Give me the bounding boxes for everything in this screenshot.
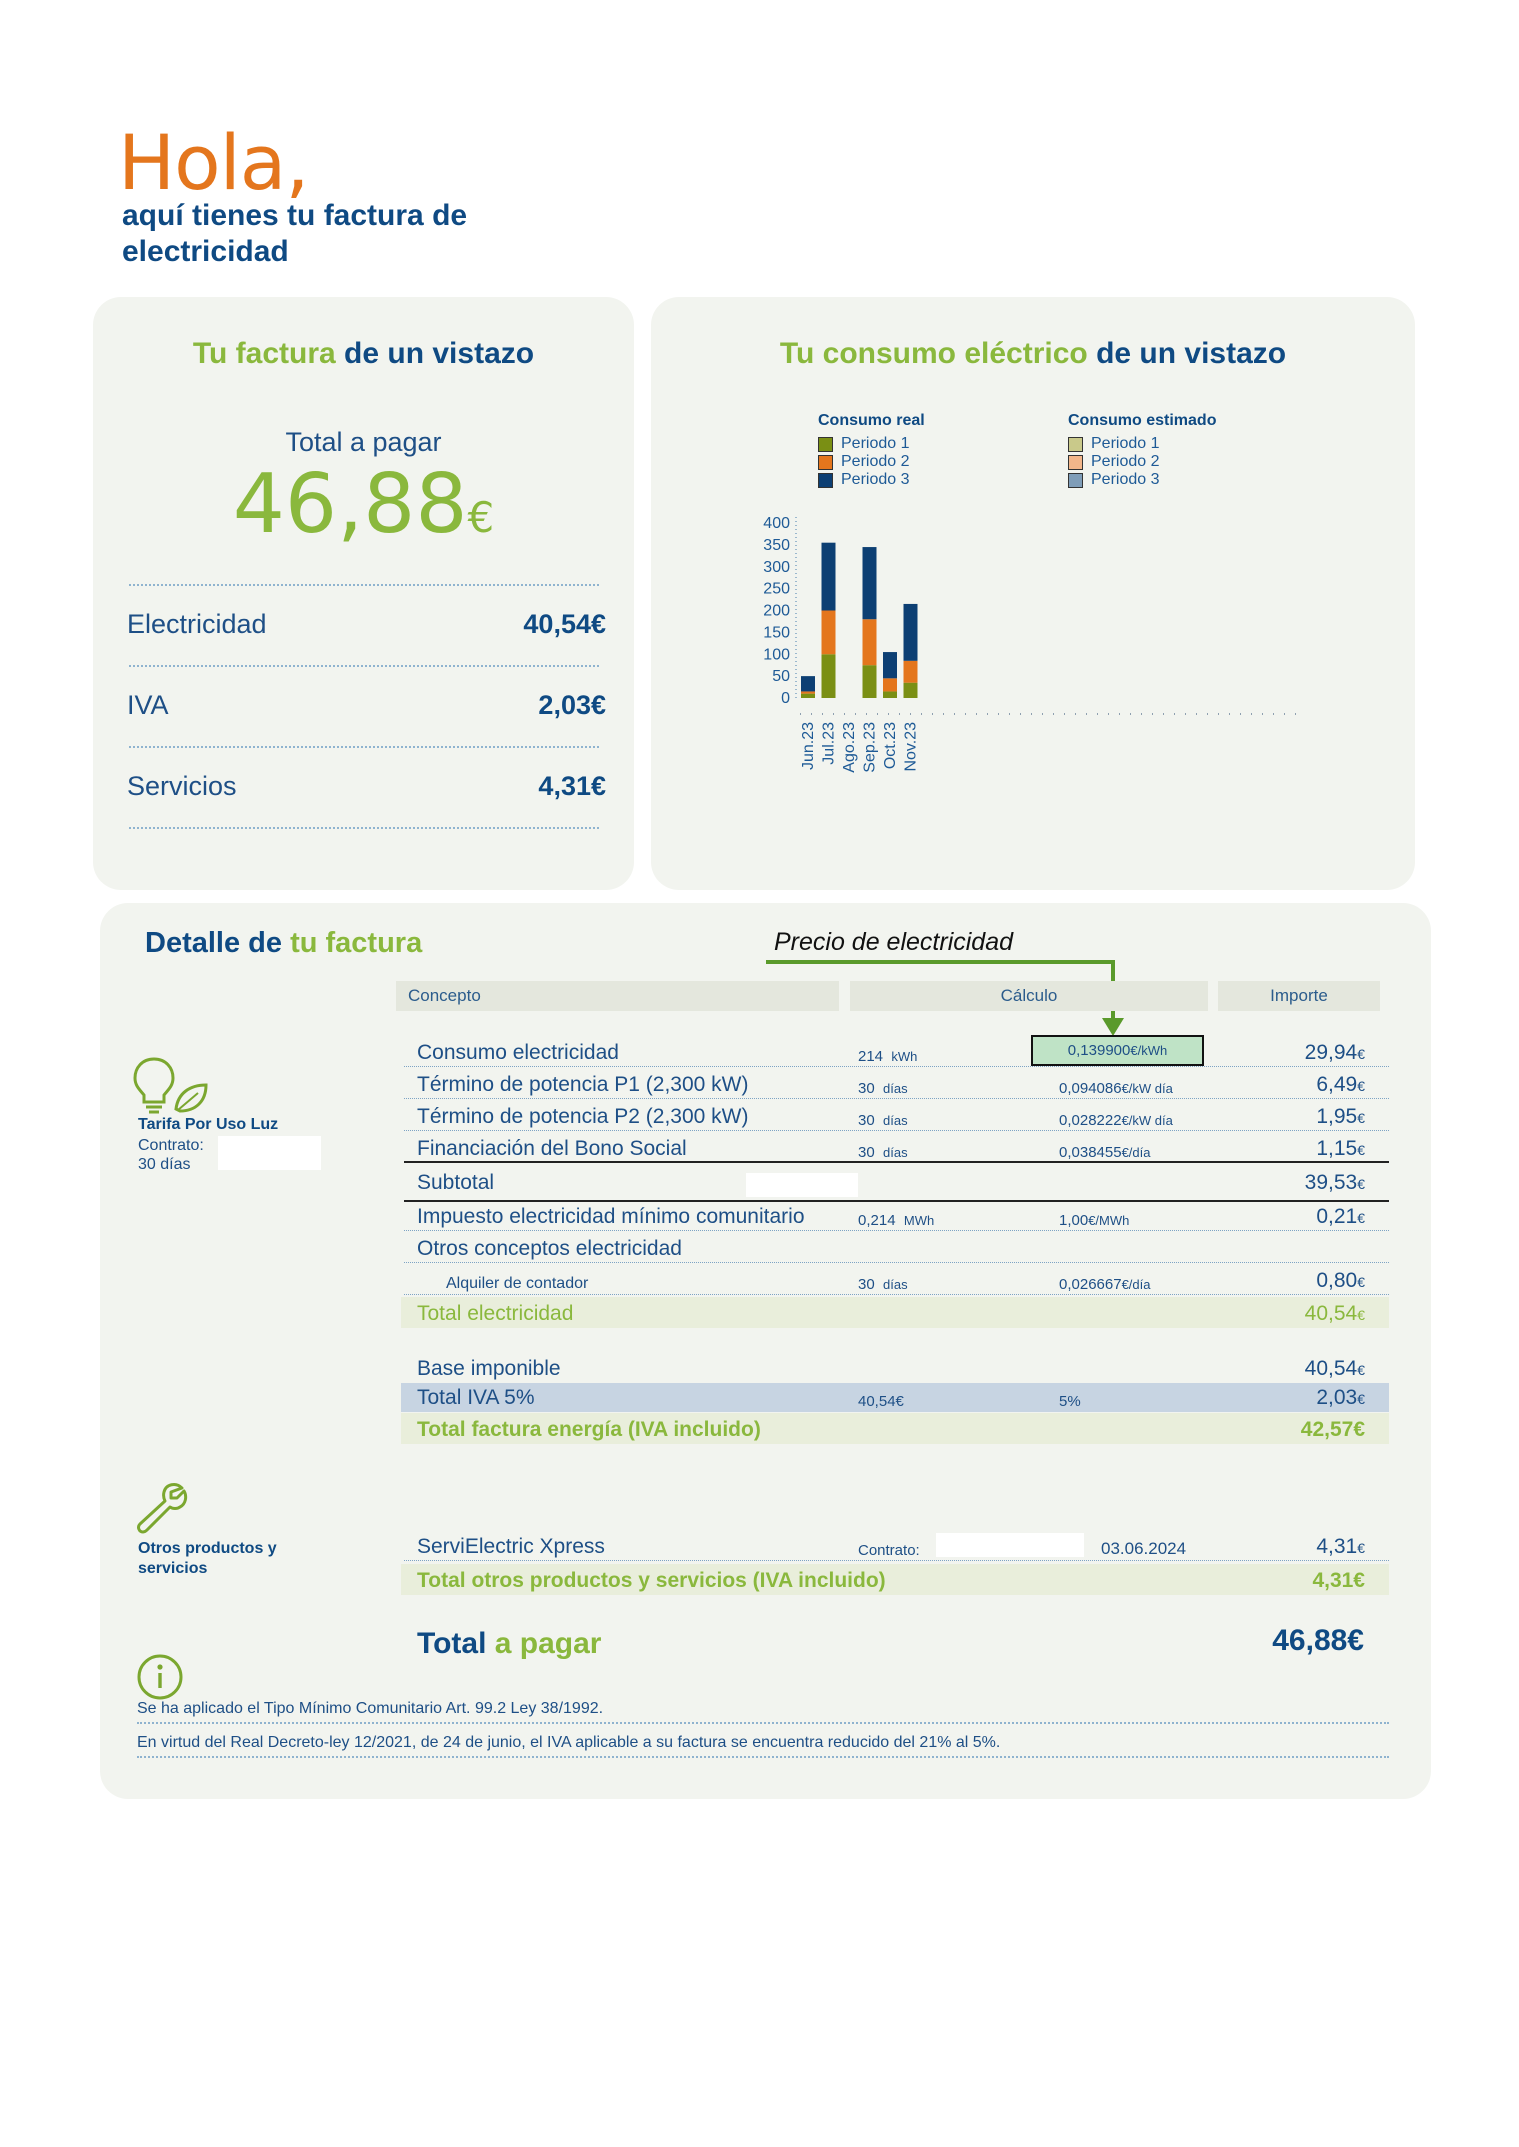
x-tick-label-4: Oct.23 — [882, 722, 899, 770]
total-pay-label: Total a pagar — [417, 1627, 602, 1660]
table-row-bono-social: Financiación del Bono Social 30 días 0,038455€/día 1,15€ — [404, 1132, 1389, 1163]
bar-Sep.23-1 — [863, 619, 877, 665]
table-row-otros-conceptos: Otros conceptos electricidad — [404, 1232, 1389, 1263]
lightbulb-icon — [132, 1055, 212, 1115]
price-annotation: Precio de electricidad — [774, 928, 1014, 956]
bar-Oct.23-1 — [883, 678, 897, 691]
detail-title: Detalle de tu factura — [145, 927, 423, 959]
y-tick-label-2: 100 — [763, 646, 790, 664]
bar-Jul.23-2 — [822, 543, 836, 611]
table-row-potencia-p1: Término de potencia P1 (2,300 kW) 30 días 0,094086€/kW día 6,49€ — [404, 1068, 1389, 1099]
consumption-title: Tu consumo eléctrico de un vistazo — [779, 337, 1287, 370]
table-row-consumo: Consumo electricidad 214 kWh 29,94€ — [404, 1036, 1389, 1067]
redacted-contract — [218, 1136, 321, 1170]
y-tick-label-3: 150 — [763, 624, 790, 642]
summary-item-servicios: Servicios — [127, 771, 237, 801]
x-tick-label-3: Sep.23 — [861, 722, 879, 773]
services-label: Otros productos y servicios — [138, 1540, 277, 1577]
bar-Sep.23-0 — [863, 665, 877, 698]
total-label: Total a pagar — [285, 427, 442, 457]
greeting-subtitle: aquí tienes tu factura de electricidad — [122, 199, 468, 268]
summary-panel — [93, 297, 634, 890]
y-tick-label-5: 250 — [763, 580, 790, 598]
info-icon — [135, 1652, 185, 1702]
bar-Jun.23-1 — [801, 691, 815, 693]
bar-Jul.23-1 — [822, 611, 836, 655]
table-row-total-servicios: Total otros productos y servicios (IVA incluido) 4,31€ — [401, 1564, 1389, 1595]
greeting-hola: Hola, — [118, 118, 309, 207]
total-amount: 46,88€ — [232, 457, 495, 552]
y-tick-label-0: 0 — [781, 690, 790, 707]
table-row-total-electricidad: Total electricidad 40,54€ — [401, 1297, 1389, 1328]
summary-value-iva: 2,03€ — [538, 690, 606, 720]
bar-Jun.23-2 — [801, 676, 815, 691]
redacted-subtotal — [746, 1173, 858, 1197]
table-row-servielectric: ServiElectric Xpress Contrato: 03.06.2024 4,31€ — [404, 1530, 1389, 1561]
x-tick-label-1: Jul.23 — [820, 722, 838, 765]
note-iva-reducido: En virtud del Real Decreto-ley 12/2021, de 24 de junio, el IVA aplicable a su factura se encuentra reducido del 21% al 5%. — [137, 1734, 1001, 1751]
summary-item-iva: IVA — [127, 690, 169, 720]
y-tick-label-8: 400 — [763, 515, 790, 532]
note-tipo-minimo: Se ha aplicado el Tipo Mínimo Comunitario Art. 99.2 Ley 38/1992. — [137, 1700, 604, 1717]
consumption-panel — [651, 297, 1415, 890]
bar-Nov.23-0 — [904, 683, 918, 698]
table-row-subtotal: Subtotal 39,53€ — [417, 1171, 1365, 1194]
summary-value-electricidad: 40,54€ — [523, 609, 606, 639]
bar-Nov.23-1 — [904, 661, 918, 683]
table-row-potencia-p2: Término de potencia P2 (2,300 kW) 30 días 0,028222€/kW día 1,95€ — [404, 1100, 1389, 1131]
y-tick-label-1: 50 — [772, 668, 790, 686]
x-tick-label-2: Ago.23 — [841, 722, 858, 773]
redacted-service-contract — [936, 1533, 1084, 1557]
bar-Jul.23-0 — [822, 654, 836, 698]
y-tick-label-6: 300 — [763, 558, 790, 576]
legend-estimated: Consumo estimado Periodo 1 Periodo 2 Periodo 3 — [1068, 412, 1217, 488]
table-row-impuesto: Impuesto electricidad mínimo comunitario 0,214 MWh 1,00€/MWh 0,21€ — [404, 1200, 1389, 1231]
wrench-icon — [134, 1480, 190, 1536]
summary-value-servicios: 4,31€ — [538, 771, 606, 801]
tariff-name: Tarifa Por Uso Luz — [138, 1116, 279, 1133]
y-tick-label-7: 350 — [763, 536, 790, 554]
consumption-chart — [651, 297, 1415, 890]
bar-Oct.23-0 — [883, 691, 897, 698]
table-row-total-iva: Total IVA 5% 40,54€ 5% 2,03€ — [401, 1383, 1389, 1412]
x-tick-label-0: Jun.23 — [800, 722, 817, 771]
x-tick-label-5: Nov.23 — [902, 722, 920, 772]
summary-item-electricidad: Electricidad — [127, 609, 267, 639]
y-tick-label-4: 200 — [763, 602, 790, 620]
tariff-days: 30 días — [138, 1156, 191, 1173]
table-row-alquiler-contador: Alquiler de contador 30 días 0,026667€/día 0,80€ — [404, 1264, 1389, 1295]
total-pay-amount: 46,88€ — [1272, 1624, 1364, 1657]
table-row-base-imponible: Base imponible 40,54€ — [417, 1357, 1365, 1380]
bar-Sep.23-2 — [863, 547, 877, 619]
tariff-contract-label: Contrato: — [138, 1137, 204, 1154]
summary-title: Tu factura de un vistazo — [192, 337, 535, 370]
table-row-total-energia: Total factura energía (IVA incluido) 42,57€ — [401, 1413, 1389, 1444]
legend-real: Consumo real Periodo 1 Periodo 2 Periodo 3 — [818, 412, 925, 488]
bar-Oct.23-2 — [883, 652, 897, 678]
header-importe: Importe — [1218, 981, 1380, 1011]
header-calculo: Cálculo — [850, 981, 1208, 1011]
bar-Nov.23-2 — [904, 604, 918, 661]
price-highlight-box: 0,139900 €/kWh — [1031, 1035, 1204, 1066]
header-concepto: Concepto — [396, 981, 839, 1011]
bar-Jun.23-0 — [801, 694, 815, 698]
